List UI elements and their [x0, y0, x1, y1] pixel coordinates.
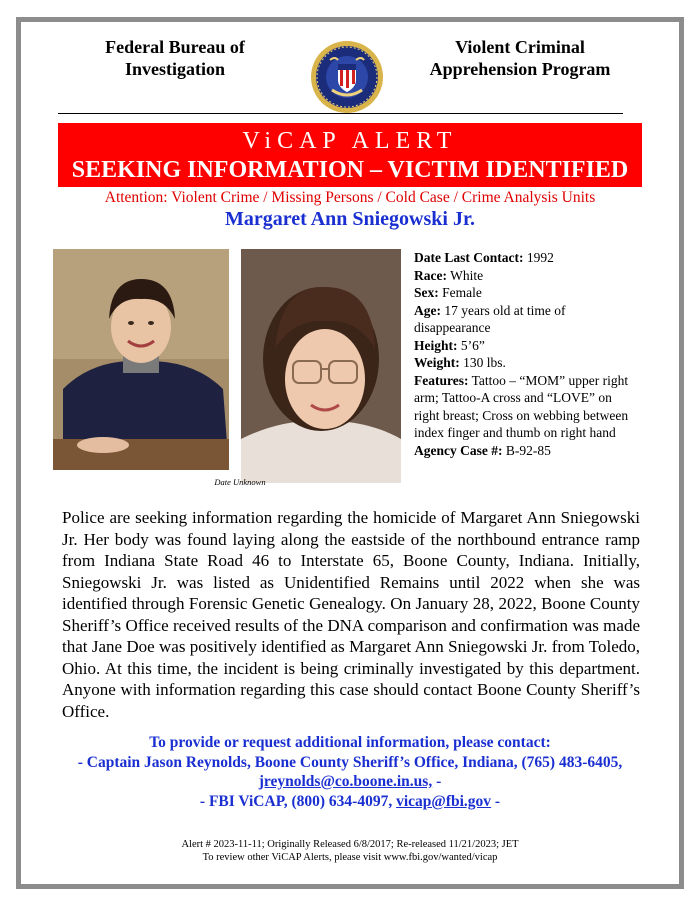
detail-agency-case: Agency Case #: B-92-85 [414, 442, 551, 458]
agency-name-left: Federal Bureau of Investigation [105, 37, 245, 79]
attention-line: Attention: Violent Crime / Missing Persons / Cold Case / Crime Analysis Units [104, 189, 596, 206]
vicap-email-link[interactable]: vicap@fbi.gov [396, 792, 492, 810]
contact-line-fbi: - FBI ViCAP, (800) 634-4097, vicap@fbi.gov - [199, 792, 501, 810]
alert-footer [58, 838, 642, 864]
banner-title: ViCAP ALERT [242, 128, 458, 154]
sheriff-email-link[interactable]: jreynolds@co.boone.in.us, [258, 773, 433, 790]
photo-caption: Date Unknown [214, 477, 266, 487]
contact-block [58, 733, 642, 811]
alert-banner [58, 123, 642, 187]
contact-line-email: jreynolds@co.boone.in.us, - [258, 773, 442, 790]
footer-alert-info: Alert # 2023-11-11; Originally Released 6/8/2017; Re-released 11/21/2023; JET [181, 839, 519, 850]
header-divider [58, 113, 623, 114]
detail-height: Height: 5’6” [414, 337, 485, 353]
victim-photo-1 [53, 249, 229, 470]
program-name-right: Violent Criminal Apprehension Program [429, 37, 611, 79]
detail-sex: Sex: Female [414, 285, 482, 300]
detail-date-last-contact: Date Last Contact: 1992 [414, 250, 554, 265]
banner-subtitle: SEEKING INFORMATION – VICTIM IDENTIFIED [71, 157, 629, 183]
detail-features: Features: Tattoo – “MOM” upper right arm; Tattoo-A cross and “LOVE” on right breast; Cross on webbing between index finger and thumb on right hand [414, 372, 629, 440]
victim-photo-2 [241, 249, 401, 483]
victim-details [414, 249, 639, 459]
case-narrative: Police are seeking information regarding the homicide of Margaret Ann Sniegowski Jr. Her body was found laying along the eastside of the northbound entrance ramp from Indiana State Road 46 to Interstate 65, Boone County, Indiana. Initially, Sniegowski Jr. was listed as Unidentified Remains until 2022 when she was identified through Forensic Genetic Genealogy. On January 28, 2022, Boone County Sheriff’s Office received results of the DNA comparison and confirmation was made that Jane Doe was positively identified as Margaret Ann Sniegowski Jr. from Toledo, Ohio. At this time, the incident is being criminally investigated by this department. Anyone with information regarding this case should contact Boone County Sheriff’s Office. [62, 508, 640, 721]
detail-weight: Weight: 130 lbs. [414, 355, 506, 370]
detail-age: Age: 17 years old at time of disappearance [414, 302, 566, 335]
footer-website-info: To review other ViCAP Alerts, please visit www.fbi.gov/wanted/vicap [202, 852, 498, 863]
victim-name: Margaret Ann Sniegowski Jr. [224, 208, 476, 230]
detail-race: Race: White [414, 267, 484, 283]
fbi-seal-icon [310, 40, 384, 114]
contact-line-sheriff: - Captain Jason Reynolds, Boone County Sheriff’s Office, Indiana, (765) 483-6405, [77, 753, 623, 771]
contact-heading: To provide or request additional information, please contact: [149, 734, 551, 751]
